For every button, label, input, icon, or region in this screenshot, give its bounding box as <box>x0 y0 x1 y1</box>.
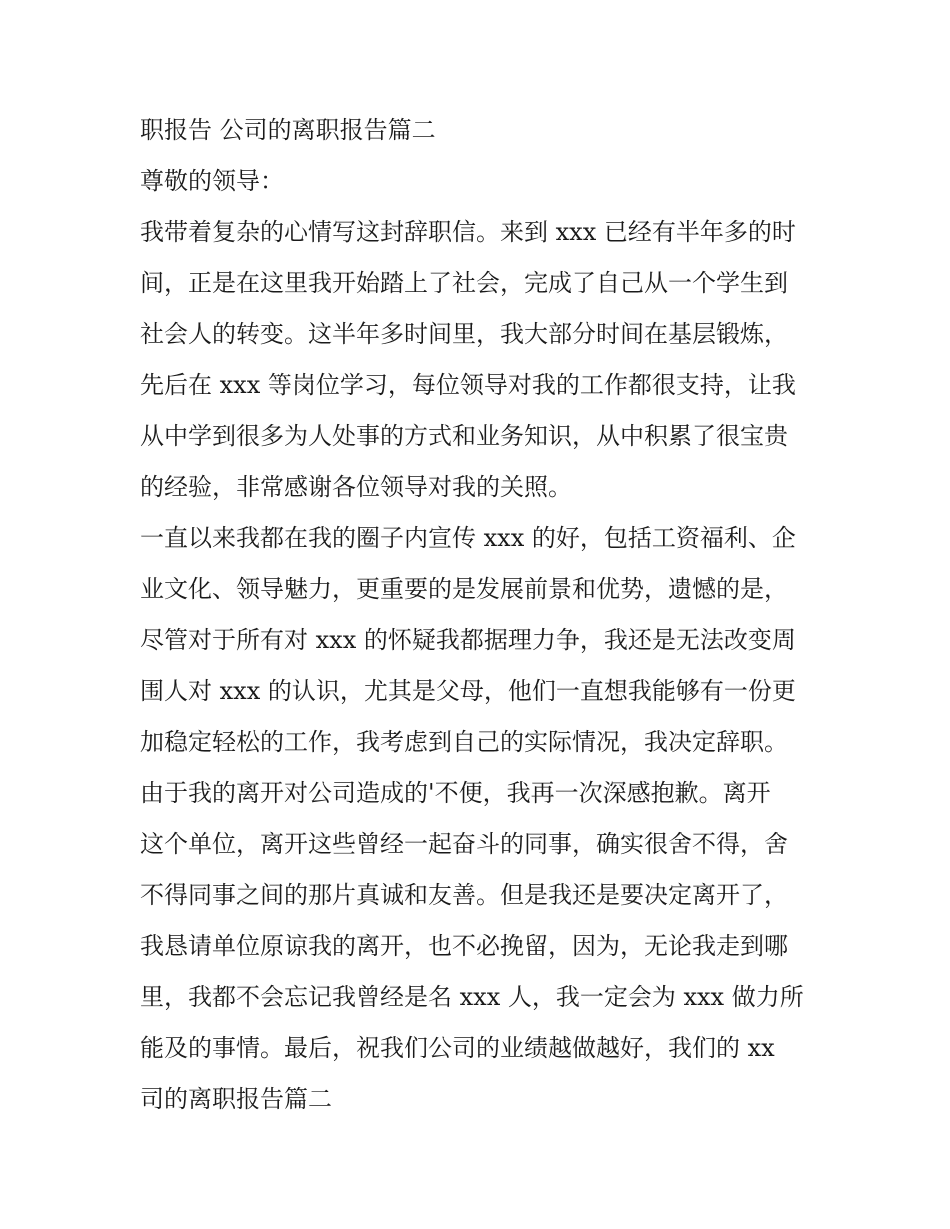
body-line: 司的离职报告篇二 <box>140 1085 332 1113</box>
body-line: 能及的事情。最后，祝我们公司的业绩越做越好，我们的 xx <box>140 1034 775 1062</box>
body-line: 我恳请单位原谅我的离开，也不必挽留，因为，无论我走到哪 <box>140 932 788 960</box>
body-line: 社会人的转变。这半年多时间里，我大部分时间在基层锻炼， <box>140 320 788 348</box>
body-line: 我带着复杂的心情写这封辞职信。来到 xxx 已经有半年多的时 <box>140 218 796 246</box>
body-line: 这个单位，离开这些曾经一起奋斗的同事，确实很舍不得，舍 <box>140 830 788 858</box>
body-line: 加稳定轻松的工作，我考虑到自己的实际情况，我决定辞职。 <box>140 728 788 756</box>
body-line: 间，正是在这里我开始踏上了社会，完成了自己从一个学生到 <box>140 269 788 297</box>
document-heading: 职报告 公司的离职报告篇二 <box>140 116 436 144</box>
body-line: 的经验，非常感谢各位领导对我的关照。 <box>140 473 572 501</box>
body-line: 先后在 xxx 等岗位学习，每位领导对我的工作都很支持，让我 <box>140 371 796 399</box>
body-line: 尽管对于所有对 xxx 的怀疑我都据理力争，我还是无法改变周 <box>140 626 796 654</box>
salutation: 尊敬的领导： <box>140 167 284 195</box>
body-line: 由于我的离开对公司造成的'不便，我再一次深感抱歉。离开 <box>140 779 771 807</box>
body-line: 不得同事之间的那片真诚和友善。但是我还是要决定离开了， <box>140 881 788 909</box>
body-line: 里，我都不会忘记我曾经是名 xxx 人，我一定会为 xxx 做力所 <box>140 983 804 1011</box>
body-line: 从中学到很多为人处事的方式和业务知识，从中积累了很宝贵 <box>140 422 788 450</box>
body-line: 一直以来我都在我的圈子内宣传 xxx 的好，包括工资福利、企 <box>140 524 796 552</box>
body-line: 业文化、领导魅力，更重要的是发展前景和优势，遗憾的是， <box>140 575 788 603</box>
body-line: 围人对 xxx 的认识，尤其是父母，他们一直想我能够有一份更 <box>140 677 796 705</box>
